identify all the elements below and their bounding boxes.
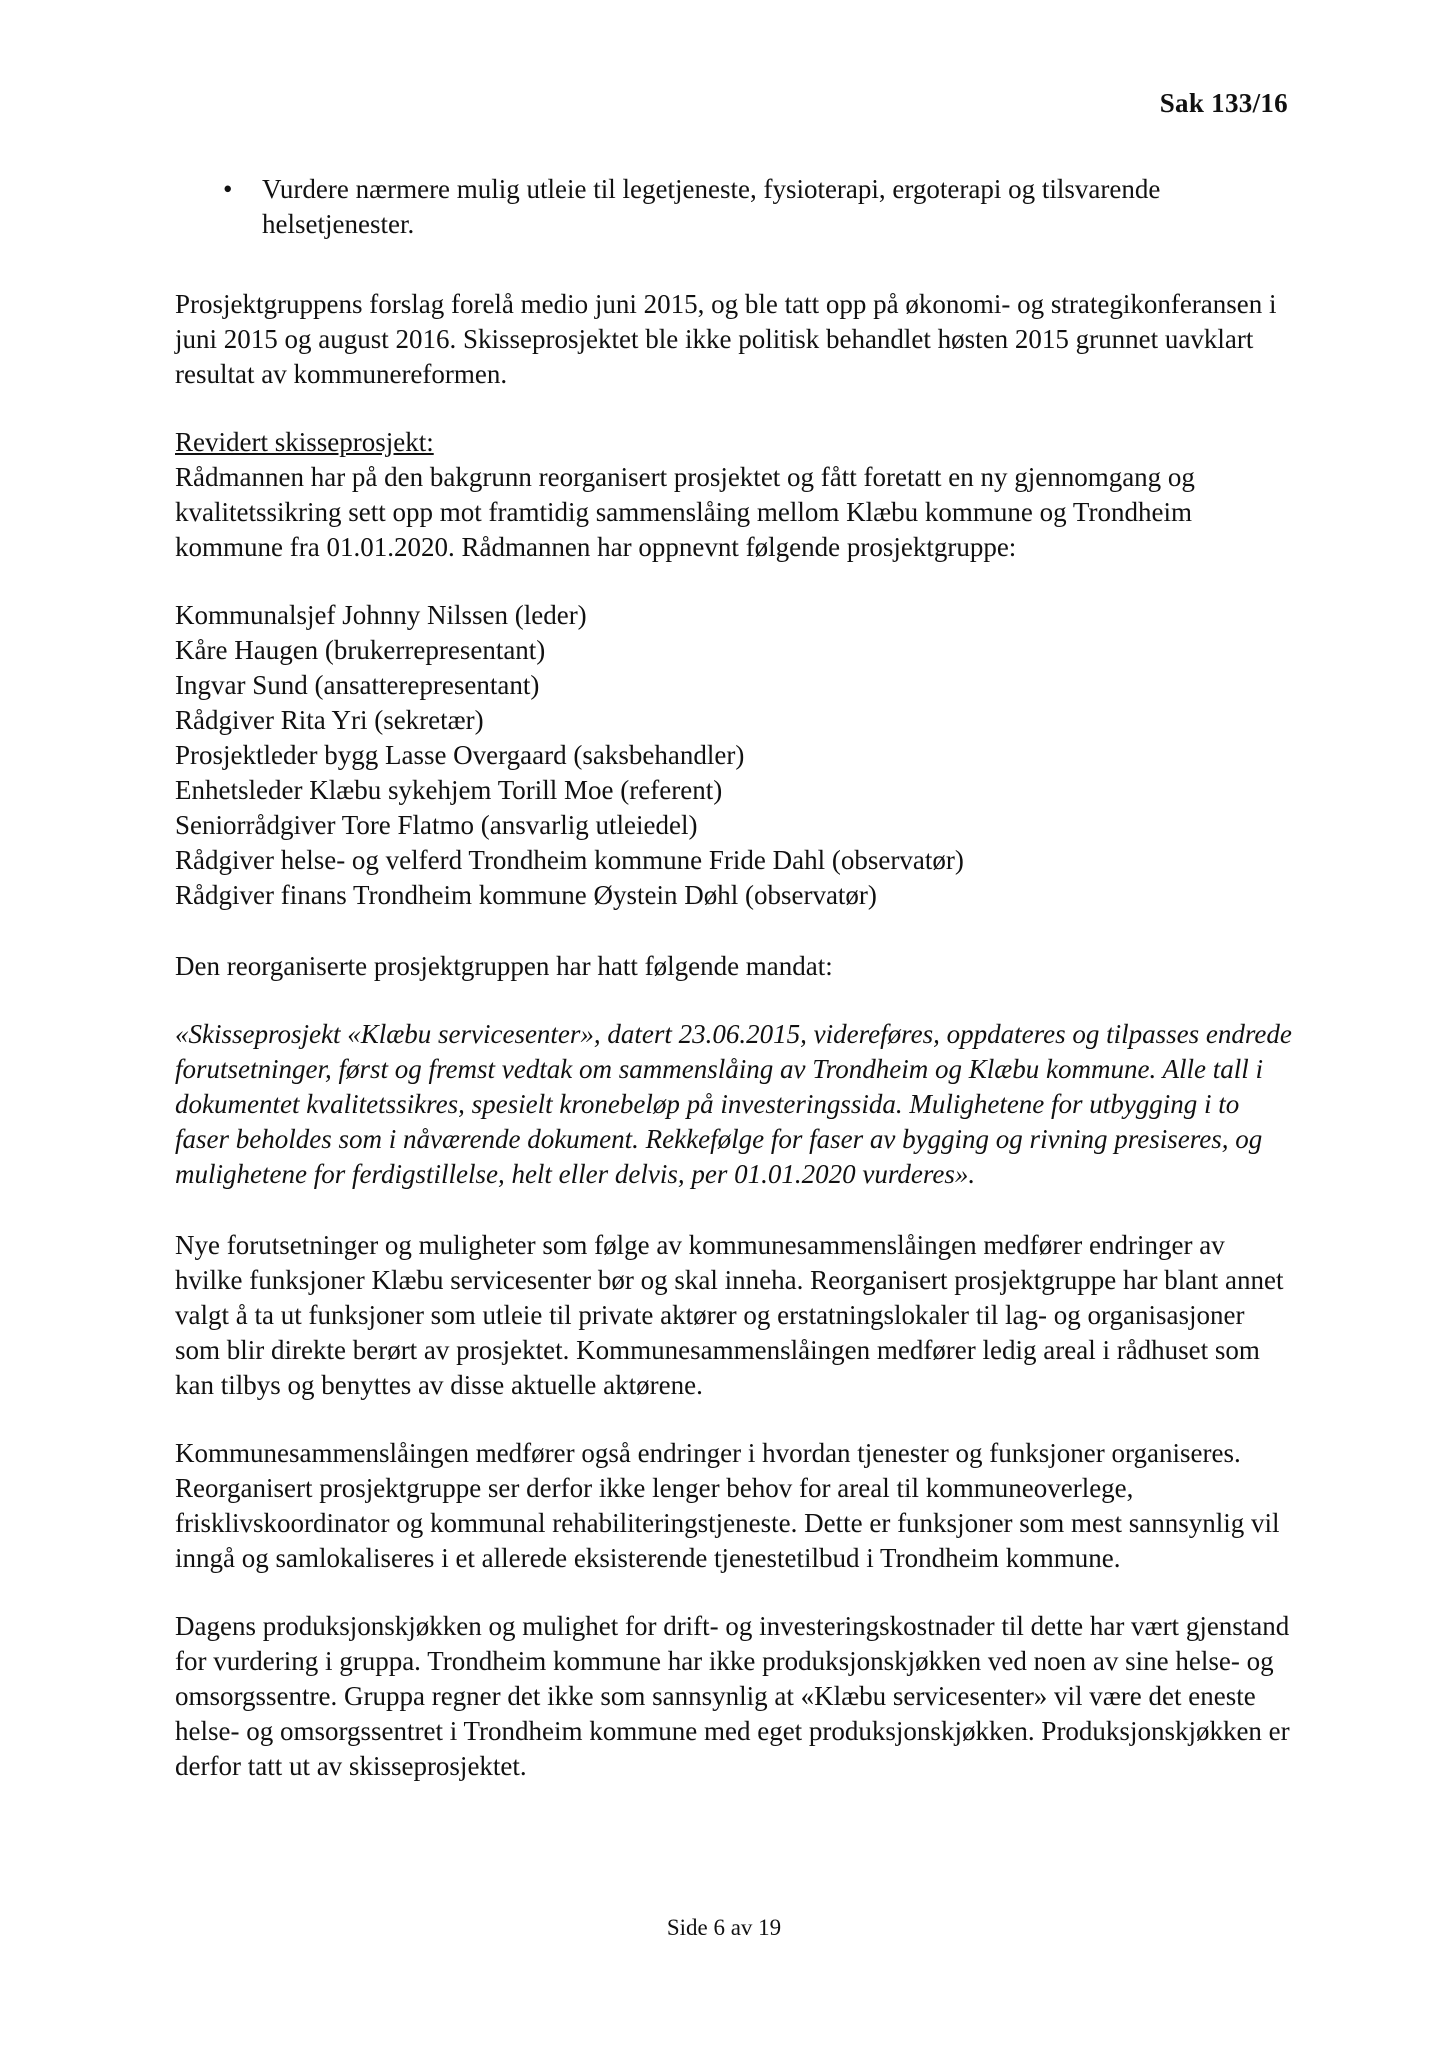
document-body [175, 172, 1295, 1817]
project-group-member: Rådgiver Rita Yri (sekretær) [175, 705, 484, 735]
project-group-member: Ingvar Sund (ansatterepresentant) [175, 670, 540, 700]
bullet-list [175, 172, 1295, 242]
project-group-member: Kommunalsjef Johnny Nilssen (leder) [175, 600, 587, 630]
paragraph-production-kitchen: Dagens produksjonskjøkken og mulighet for drift- og investeringskostnader til dette har vært gjenstand for vurdering i gruppa. Trondheim kommune har ikke produksjonskjøkken ved noen av sine helse- og omsorgssentre. Gruppa regner det ikke som sannsynlig at «Klæbu servicesenter» vil være det eneste helse- og omsorgssentret i Trondheim kommune med eget produksjonskjøkken. Produksjonskjøkken er derfor tatt ut av skisseprosjektet. [175, 1611, 1290, 1781]
page-number: Side 6 av 19 [666, 1915, 782, 1940]
case-number: Sak 133/16 [1159, 88, 1288, 118]
paragraph-service-organization: Kommunesammenslåingen medfører også endringer i hvordan tjenester og funksjoner organiseres. Reorganisert prosjektgruppe ser derfor ikke lenger behov for areal til kommuneoverlege, frisklivskoordinator og kommunal rehabiliteringstjeneste. Dette er funksjoner som mest sannsynlig vil inngå og samlokaliseres i et allerede eksisterende tjenestetilbud i Trondheim kommune. [175, 1438, 1280, 1573]
bullet-item: • Vurdere nærmere mulig utleie til legetjeneste, fysioterapi, ergoterapi og tilsvarende helsetjenester. [175, 172, 1295, 242]
paragraph-project-proposal: Prosjektgruppens forslag forelå medio juni 2015, og ble tatt opp på økonomi- og strategikonferansen i juni 2015 og august 2016. Skisseprosjektet ble ikke politisk behandlet høsten 2015 grunnet uavklart resultat av kommunereformen. [175, 289, 1277, 389]
mandate-intro: Den reorganiserte prosjektgruppen har hatt følgende mandat: [175, 951, 833, 981]
project-group-list [175, 598, 1295, 913]
project-group-member: Seniorrådgiver Tore Flatmo (ansvarlig utleiedel) [175, 810, 698, 840]
mandate-quote: «Skisseprosjekt «Klæbu servicesenter», datert 23.06.2015, videreføres, oppdateres og tilpasses endrede forutsetninger, først og fremst vedtak om sammenslåing av Trondheim og Klæbu kommune. Alle tall i dokumentet kvalitetssikres, spesielt kronebeløp på investeringssida. Mulighetene for utbygging i to faser beholdes som i nåværende dokument. Rekkefølge for faser av bygging og rivning presiseres, og mulighetene for ferdigstillelse, helt eller delvis, per 01.01.2020 vurderes». [175, 1019, 1292, 1189]
project-group-member: Rådgiver finans Trondheim kommune Øystein Døhl (observatør) [175, 880, 877, 910]
paragraph-reorganization: Rådmannen har på den bakgrunn reorganisert prosjektet og fått foretatt en ny gjennomgang og kvalitetssikring sett opp mot framtidig sammenslåing mellom Klæbu kommune og Trondheim kommune fra 01.01.2020. Rådmannen har oppnevnt følgende prosjektgruppe: [175, 462, 1195, 562]
revised-project-section [175, 425, 1295, 565]
project-group-member: Enhetsleder Klæbu sykehjem Torill Moe (referent) [175, 775, 723, 805]
paragraph-new-conditions: Nye forutsetninger og muligheter som følge av kommunesammenslåingen medfører endringer av hvilke funksjoner Klæbu servicesenter bør og skal inneha. Reorganisert prosjektgruppe har blant annet valgt å ta ut funksjoner som utleie til private aktører og erstatningslokaler til lag- og organisasjoner som blir direkte berørt av prosjektet. Kommunesammenslåingen medfører ledig areal i rådhuset som kan tilbys og benyttes av disse aktuelle aktørene. [175, 1230, 1284, 1400]
project-group-member: Kåre Haugen (brukerrepresentant) [175, 635, 546, 665]
project-group-member: Rådgiver helse- og velferd Trondheim kommune Fride Dahl (observatør) [175, 845, 964, 875]
section-heading: Revidert skisseprosjekt: [175, 427, 434, 457]
project-group-member: Prosjektleder bygg Lasse Overgaard (saksbehandler) [175, 740, 745, 770]
